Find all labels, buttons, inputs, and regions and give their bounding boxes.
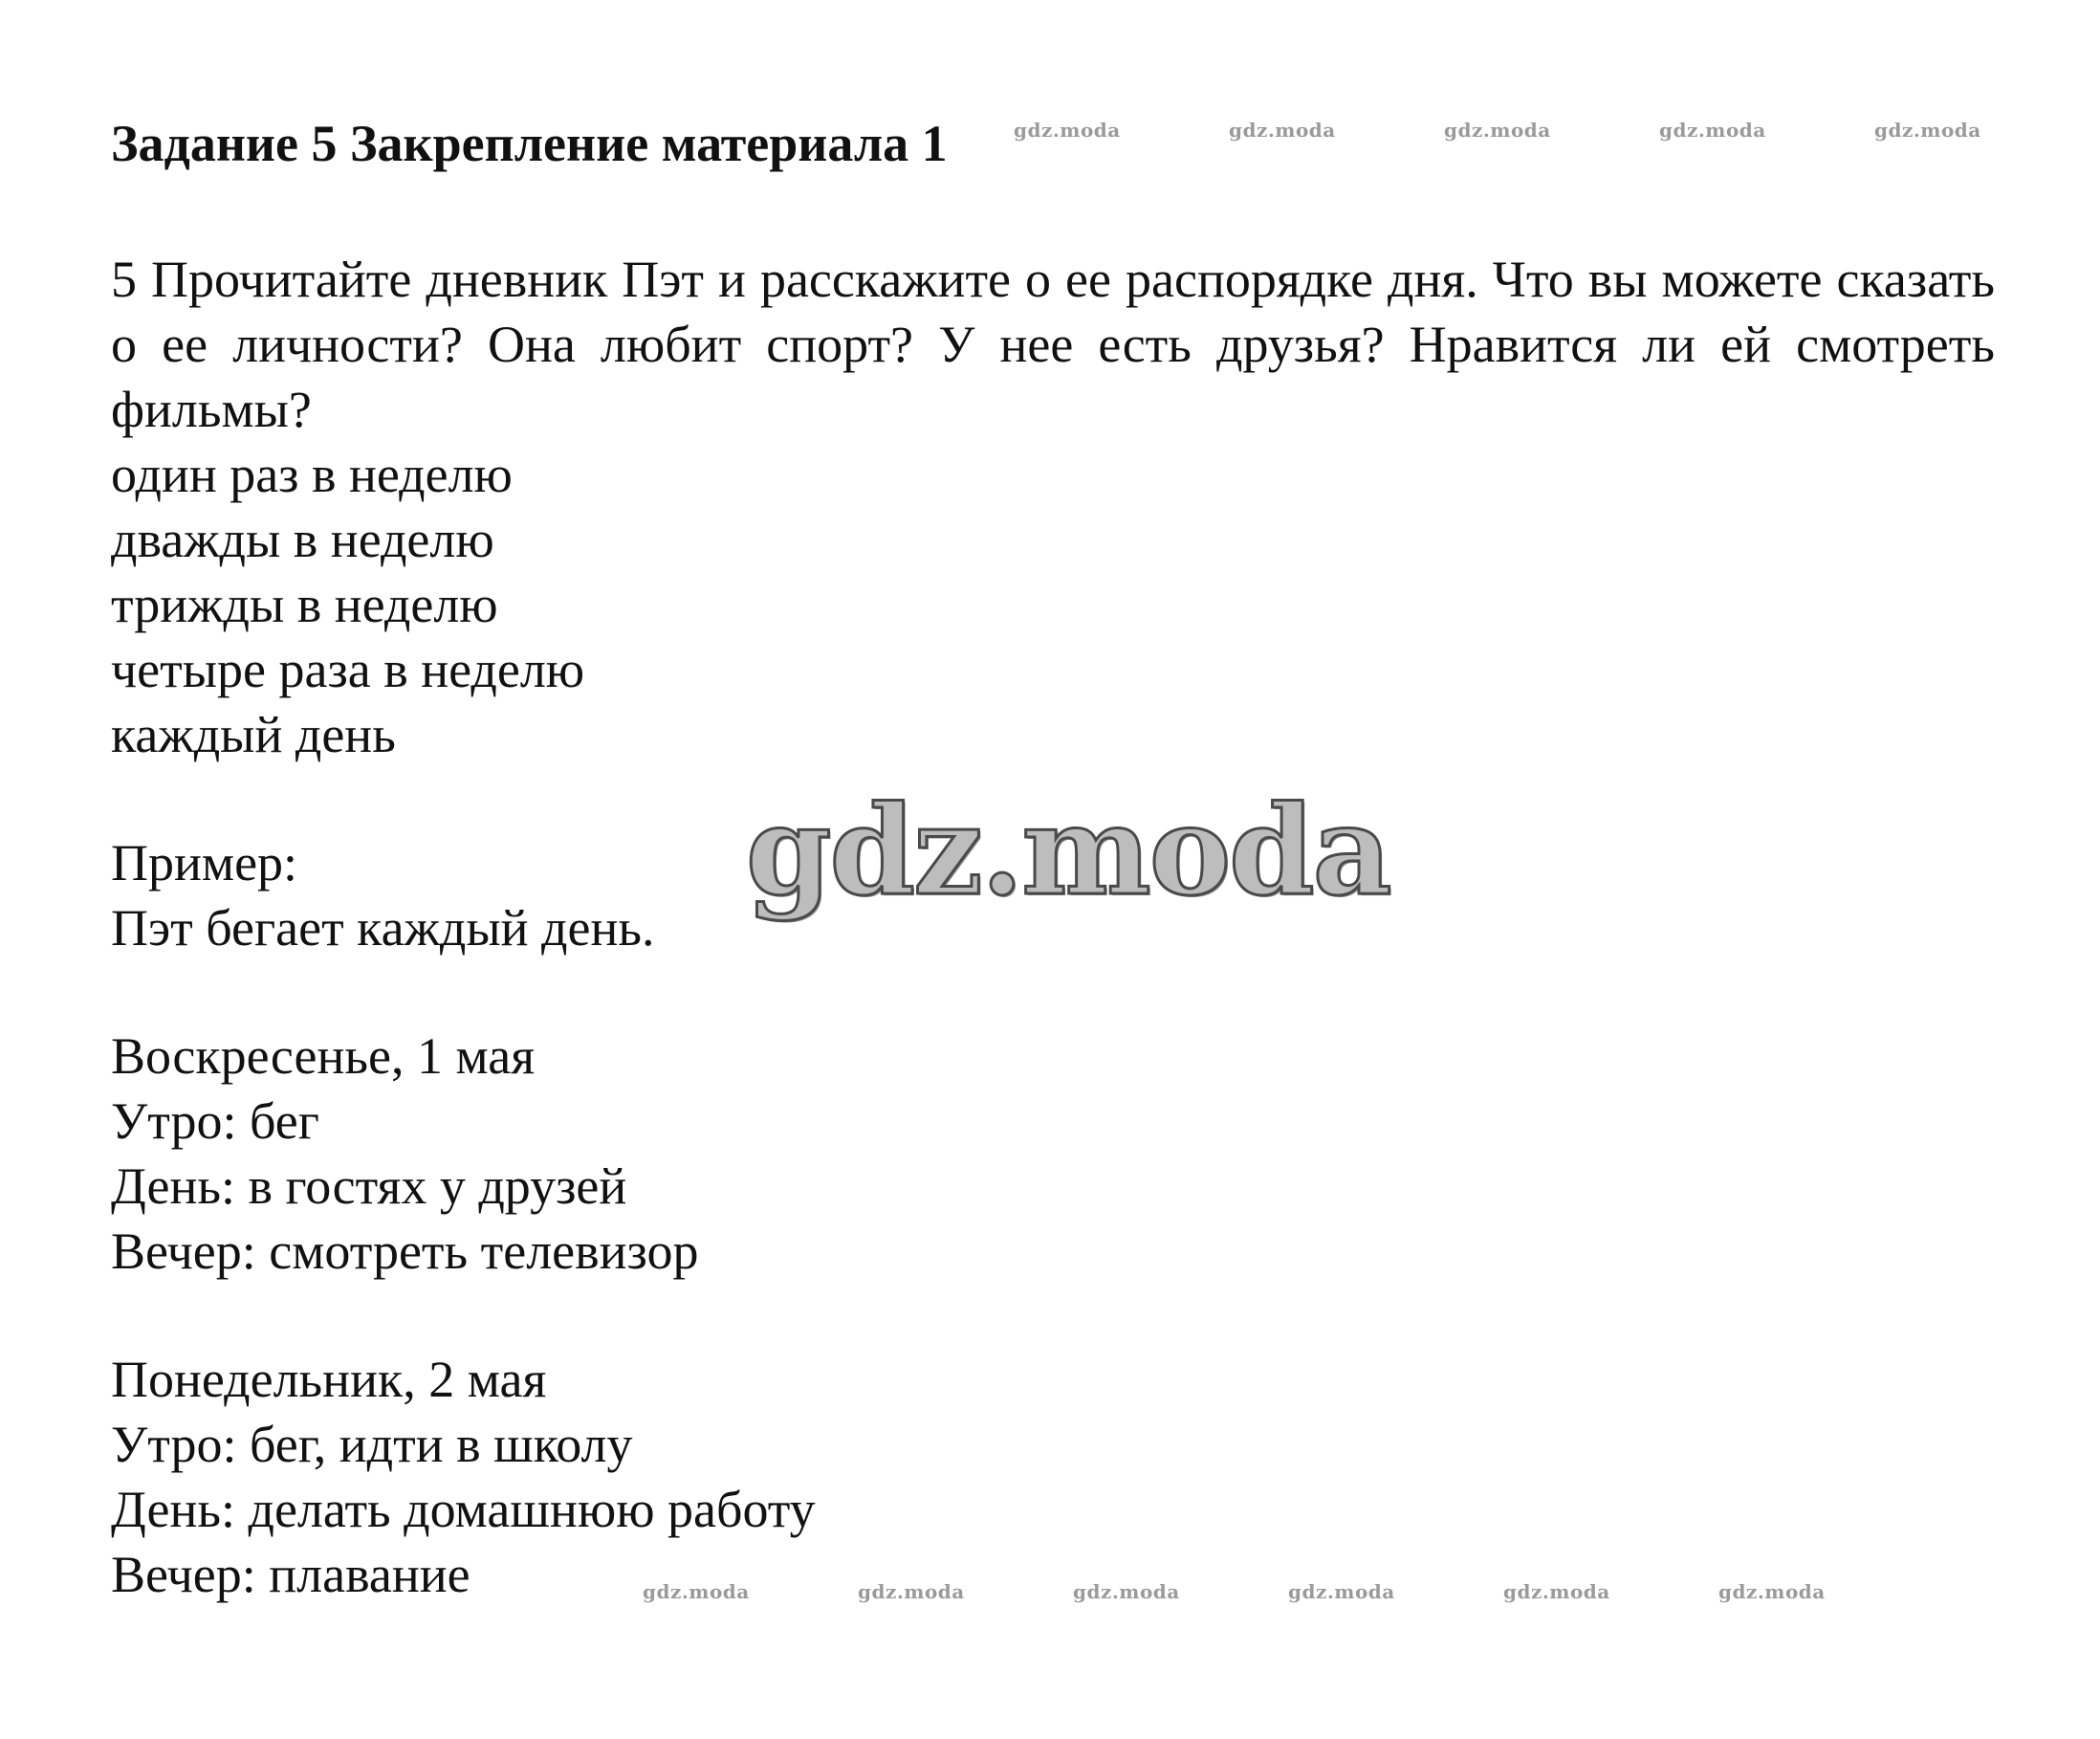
- watermark-small: gdz.moda: [858, 1580, 965, 1603]
- diary-evening: Вечер: смотреть телевизор: [111, 1222, 699, 1280]
- watermark-small: gdz.moda: [643, 1580, 750, 1603]
- diary-morning: Утро: бег: [111, 1092, 319, 1150]
- watermark-small: gdz.moda: [1503, 1580, 1610, 1603]
- frequency-item: каждый день: [111, 706, 396, 763]
- diary-morning: Утро: бег, идти в школу: [111, 1416, 633, 1473]
- diary-date: Понедельник, 2 мая: [111, 1351, 547, 1408]
- watermark-small: gdz.moda: [1874, 119, 1981, 142]
- watermark-small: gdz.moda: [1444, 119, 1551, 142]
- diary-afternoon: День: делать домашнюю работу: [111, 1481, 816, 1538]
- task-instruction: 5 Прочитайте дневник Пэт и расскажите о ее распорядке дня. Что вы можете сказать о ее личности? Она любит спорт? У нее есть друзья? Нравится ли ей смотреть фильмы?: [111, 251, 1995, 438]
- page-title: Задание 5 Закрепление материала 1: [111, 115, 948, 172]
- diary-date: Воскресенье, 1 мая: [111, 1027, 536, 1085]
- frequency-list: [111, 442, 1995, 767]
- watermark-large: gdz.moda: [746, 780, 1390, 923]
- diary-afternoon: День: в гостях у друзей: [111, 1157, 627, 1215]
- watermark-small: gdz.moda: [1229, 119, 1336, 142]
- watermark-small: gdz.moda: [1014, 119, 1121, 142]
- example-label: Пример:: [111, 834, 298, 892]
- frequency-item: один раз в неделю: [111, 446, 513, 503]
- diary-evening: Вечер: плавание: [111, 1546, 470, 1603]
- diary-entry: [111, 1347, 1995, 1607]
- watermark-small: gdz.moda: [1718, 1580, 1826, 1603]
- watermark-small: gdz.moda: [1288, 1580, 1395, 1603]
- document-body: [111, 247, 1995, 1607]
- frequency-item: трижды в неделю: [111, 576, 498, 633]
- frequency-item: дважды в неделю: [111, 511, 494, 568]
- diary-entry: [111, 1024, 1995, 1284]
- watermark-small: gdz.moda: [1659, 119, 1766, 142]
- watermark-small: gdz.moda: [1073, 1580, 1180, 1603]
- frequency-item: четыре раза в неделю: [111, 641, 585, 698]
- example-text: Пэт бегает каждый день.: [111, 899, 655, 957]
